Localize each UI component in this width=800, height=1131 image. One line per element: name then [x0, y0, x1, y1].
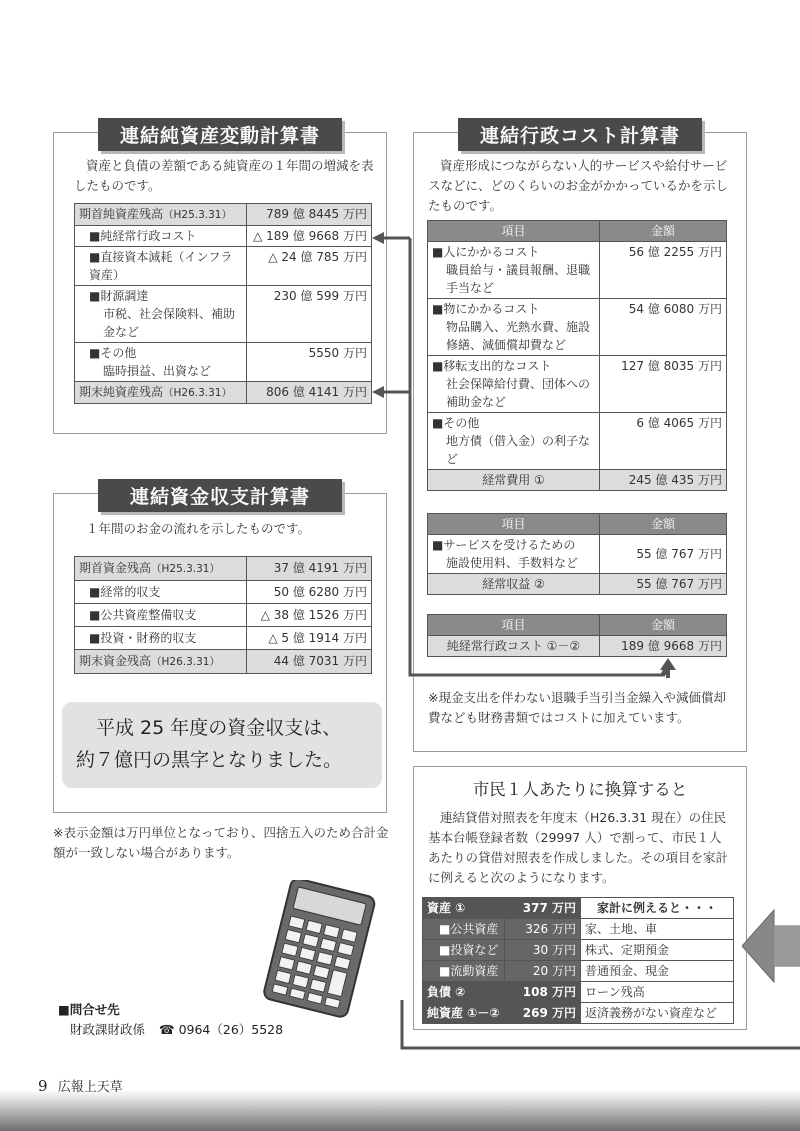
cashflow-highlight [62, 702, 382, 788]
page-number: 9 [38, 1077, 48, 1095]
table-row: ■経常的収支 50 億 6280 万円 [75, 581, 372, 604]
contact-phone: 0964（26）5528 [178, 1022, 284, 1037]
cashflow-desc: １年間のお金の流れを示したものです。 [86, 521, 311, 536]
publication-name: 広報上天草 [57, 1080, 123, 1095]
rounding-note: ※表示金額は万円単位となっており、四捨五入のため合計金額が一致しない場合があります。 [53, 825, 389, 860]
admin-cost-note: ※現金支出を伴わない退職手当引当金繰入や減価償却費なども財務書類ではコストに加えています。 [428, 690, 726, 725]
table-row: ■流動資産 20 万円 普通預金、現金 [423, 961, 734, 982]
phone-icon: ☎ [159, 1022, 175, 1037]
table-row: 期首資金残高（H25.3.31） 37 億 4191 万円 [75, 557, 372, 581]
footer [38, 1076, 123, 1095]
table-row: ■移転支出的なコスト 社会保障給付費、団体への補助金など 127 億 8035 万円 [428, 356, 727, 413]
table-row: 経常収益 ② 55 億 767 万円 [428, 574, 727, 595]
table-row: ■財源調達 市税、社会保険料、補助金など 230 億 599 万円 [75, 286, 372, 343]
table-row: ■その他 地方債（借入金）の利子など 6 億 4065 万円 [428, 413, 727, 470]
connector-arrows [370, 230, 670, 680]
table-header: 項目 金額 [428, 514, 727, 535]
table-row: 純資産 ①－② 269 万円 返済義務がない資産など [423, 1003, 734, 1024]
per-citizen-title: 市民１人あたりに換算すると [472, 780, 688, 799]
net-assets-change-table [74, 203, 372, 404]
cashflow-title: 連結資金収支計算書 [98, 479, 342, 512]
table-row: ■物にかかるコスト 物品購入、光熱水費、施設修繕、減価償却費など 54 億 6080 万円 [428, 299, 727, 356]
table-row: ■直接資本減耗（インフラ資産） △ 24 億 785 万円 [75, 247, 372, 286]
table-row: 純経常行政コスト ①－② 189 億 9668 万円 [428, 636, 727, 657]
highlight-line-1: 平成 25 年度の資金収支は、 [96, 717, 342, 739]
table-row: ■人にかかるコスト 職員給与・議員報酬、退職手当など 56 億 2255 万円 [428, 242, 727, 299]
table-row: ■サービスを受けるための 施設使用料、手数料など 55 億 767 万円 [428, 535, 727, 574]
table-row: ■投資など 30 万円 株式、定期預金 [423, 940, 734, 961]
table-row: 経常費用 ① 245 億 435 万円 [428, 470, 727, 491]
net-assets-change-title: 連結純資産変動計算書 [98, 118, 342, 151]
table-row: ■公共資産 326 万円 家、土地、車 [423, 919, 734, 940]
page-turn-arrow-icon [742, 906, 800, 986]
contact-dept: 財政課財政係 [70, 1022, 146, 1037]
table-row: 期末純資産残高（H26.3.31） 806 億 4141 万円 [75, 382, 372, 404]
table-row: ■投資・財務的収支 △ 5 億 1914 万円 [75, 627, 372, 650]
per-citizen-desc: 連結貸借対照表を年度末（H26.3.31 現在）の住民基本台帳登録者数（29997 人）で割って、市民１人あたりの貸借対照表を作成しました。その項目を家計に例えると次のようになります。 [428, 810, 729, 885]
admin-cost-desc: 資産形成につながらない人的サービスや給付サービスなどに、どのくらいのお金がかかっているかを示したものです。 [428, 158, 729, 213]
table-header: 項目 金額 [428, 221, 727, 242]
table-row: ■その他 臨時損益、出資など 5550 万円 [75, 343, 372, 382]
net-assets-change-desc: 資産と負債の差額である純資産の１年間の増減を表したものです。 [74, 158, 374, 193]
admin-cost-title: 連結行政コスト計算書 [458, 118, 702, 151]
calculator-icon [258, 880, 382, 1018]
table-row: 負債 ② 108 万円 ローン残高 [423, 982, 734, 1003]
table-row: 期首純資産残高（H25.3.31） 789 億 8445 万円 [75, 204, 372, 226]
contact-line [70, 1020, 283, 1038]
contact-heading: ■問合せ先 [58, 1002, 120, 1017]
table-row: 資産 ① 377 万円 家計に例えると・・・ [423, 898, 734, 919]
highlight-line-2: 約７億円の黒字となりました。 [76, 749, 343, 771]
footer-gradient-bar [0, 1090, 800, 1131]
table-row: ■純経常行政コスト △ 189 億 9668 万円 [75, 226, 372, 247]
table-header: 項目 金額 [428, 615, 727, 636]
table-row: ■公共資産整備収支 △ 38 億 1526 万円 [75, 604, 372, 627]
bottom-connector [396, 1000, 800, 1054]
cashflow-table [74, 556, 372, 674]
table-row: 期末資金残高（H26.3.31） 44 億 7031 万円 [75, 650, 372, 674]
connector-up-arrow [658, 658, 678, 678]
